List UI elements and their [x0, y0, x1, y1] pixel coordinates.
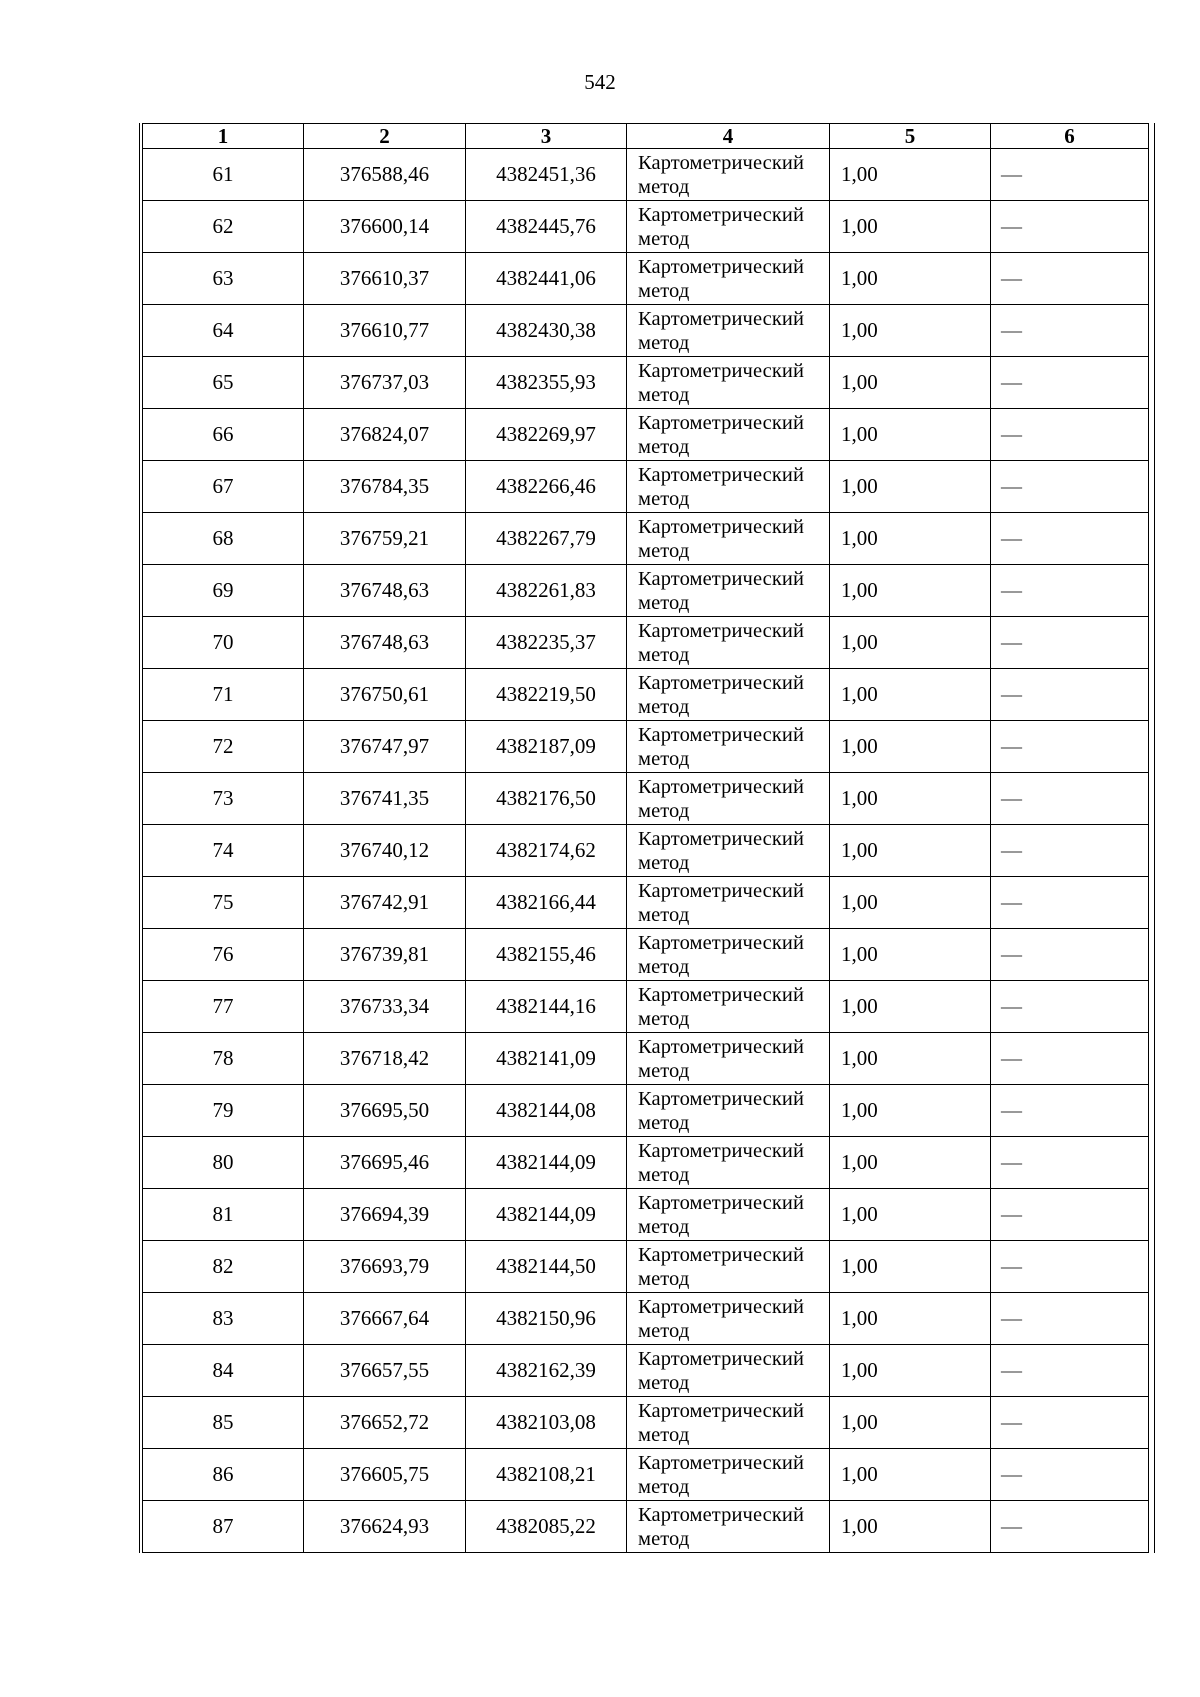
method-line-1: Картометрический: [638, 151, 805, 174]
x-coordinate-cell: 376750,61: [304, 669, 466, 721]
method-cell: [627, 1345, 830, 1397]
y-coordinate-cell: 4382155,46: [466, 929, 627, 981]
column-header: 3: [466, 124, 627, 149]
y-coordinate-cell: 4382144,16: [466, 981, 627, 1033]
description-cell: —: [991, 669, 1149, 721]
method-line-2: метод: [638, 1215, 690, 1238]
table-row: [143, 1137, 1149, 1189]
description-cell: —: [991, 1397, 1149, 1449]
x-coordinate-cell: 376759,21: [304, 513, 466, 565]
point-number-cell: 76: [143, 929, 304, 981]
accuracy-cell: 1,00: [830, 825, 991, 877]
accuracy-cell: 1,00: [830, 1033, 991, 1085]
point-number-cell: 78: [143, 1033, 304, 1085]
x-coordinate-cell: 376694,39: [304, 1189, 466, 1241]
accuracy-cell: 1,00: [830, 1345, 991, 1397]
point-number-cell: 64: [143, 305, 304, 357]
method-line-1: Картометрический: [638, 671, 805, 694]
accuracy-cell: 1,00: [830, 253, 991, 305]
method-line-1: Картометрический: [638, 1139, 805, 1162]
y-coordinate-cell: 4382166,44: [466, 877, 627, 929]
point-number-cell: 77: [143, 981, 304, 1033]
accuracy-cell: 1,00: [830, 461, 991, 513]
x-coordinate-cell: 376741,35: [304, 773, 466, 825]
x-coordinate-cell: 376610,77: [304, 305, 466, 357]
y-coordinate-cell: 4382269,97: [466, 409, 627, 461]
table-row: [143, 669, 1149, 721]
table-row: [143, 409, 1149, 461]
method-line-2: метод: [638, 1527, 690, 1550]
column-header: 4: [627, 124, 830, 149]
method-line-1: Картометрический: [638, 255, 805, 278]
y-coordinate-cell: 4382430,38: [466, 305, 627, 357]
accuracy-cell: 1,00: [830, 1137, 991, 1189]
method-cell: [627, 253, 830, 305]
description-cell: —: [991, 305, 1149, 357]
method-cell: [627, 305, 830, 357]
method-line-1: Картометрический: [638, 1295, 805, 1318]
method-cell: [627, 1241, 830, 1293]
point-number-cell: 62: [143, 201, 304, 253]
coordinates-table-frame: [139, 123, 1155, 1553]
description-cell: —: [991, 1085, 1149, 1137]
description-cell: —: [991, 981, 1149, 1033]
x-coordinate-cell: 376747,97: [304, 721, 466, 773]
method-line-2: метод: [638, 851, 690, 874]
column-header: 2: [304, 124, 466, 149]
x-coordinate-cell: 376748,63: [304, 565, 466, 617]
point-number-cell: 82: [143, 1241, 304, 1293]
method-line-2: метод: [638, 903, 690, 926]
accuracy-cell: 1,00: [830, 773, 991, 825]
point-number-cell: 81: [143, 1189, 304, 1241]
method-cell: [627, 1033, 830, 1085]
method-cell: [627, 513, 830, 565]
description-cell: —: [991, 201, 1149, 253]
method-line-2: метод: [638, 1475, 690, 1498]
point-number-cell: 75: [143, 877, 304, 929]
page-number: 542: [584, 70, 616, 94]
x-coordinate-cell: 376657,55: [304, 1345, 466, 1397]
y-coordinate-cell: 4382187,09: [466, 721, 627, 773]
method-line-2: метод: [638, 591, 690, 614]
accuracy-cell: 1,00: [830, 877, 991, 929]
y-coordinate-cell: 4382162,39: [466, 1345, 627, 1397]
y-coordinate-cell: 4382235,37: [466, 617, 627, 669]
x-coordinate-cell: 376695,46: [304, 1137, 466, 1189]
point-number-cell: 84: [143, 1345, 304, 1397]
table-row: [143, 1085, 1149, 1137]
y-coordinate-cell: 4382261,83: [466, 565, 627, 617]
table-row: [143, 617, 1149, 669]
table-row: [143, 1397, 1149, 1449]
x-coordinate-cell: 376695,50: [304, 1085, 466, 1137]
accuracy-cell: 1,00: [830, 305, 991, 357]
description-cell: —: [991, 513, 1149, 565]
point-number-cell: 70: [143, 617, 304, 669]
method-line-2: метод: [638, 383, 690, 406]
method-line-2: метод: [638, 487, 690, 510]
table-row: [143, 461, 1149, 513]
method-line-2: метод: [638, 331, 690, 354]
method-line-1: Картометрический: [638, 983, 805, 1006]
method-cell: [627, 201, 830, 253]
x-coordinate-cell: 376605,75: [304, 1449, 466, 1501]
method-cell: [627, 669, 830, 721]
method-line-1: Картометрический: [638, 307, 805, 330]
method-cell: [627, 149, 830, 201]
table-row: [143, 1449, 1149, 1501]
point-number-cell: 67: [143, 461, 304, 513]
method-line-1: Картометрический: [638, 619, 805, 642]
method-cell: [627, 1085, 830, 1137]
table-row: [143, 981, 1149, 1033]
accuracy-cell: 1,00: [830, 1501, 991, 1553]
method-line-1: Картометрический: [638, 515, 805, 538]
method-line-1: Картометрический: [638, 203, 805, 226]
method-line-1: Картометрический: [638, 1503, 805, 1526]
column-header: 1: [143, 124, 304, 149]
y-coordinate-cell: 4382451,36: [466, 149, 627, 201]
y-coordinate-cell: 4382219,50: [466, 669, 627, 721]
y-coordinate-cell: 4382144,09: [466, 1137, 627, 1189]
x-coordinate-cell: 376624,93: [304, 1501, 466, 1553]
description-cell: —: [991, 461, 1149, 513]
accuracy-cell: 1,00: [830, 929, 991, 981]
accuracy-cell: 1,00: [830, 1241, 991, 1293]
x-coordinate-cell: 376748,63: [304, 617, 466, 669]
description-cell: —: [991, 1449, 1149, 1501]
accuracy-cell: 1,00: [830, 1085, 991, 1137]
point-number-cell: 83: [143, 1293, 304, 1345]
y-coordinate-cell: 4382150,96: [466, 1293, 627, 1345]
method-cell: [627, 877, 830, 929]
method-cell: [627, 357, 830, 409]
table-row: [143, 1345, 1149, 1397]
y-coordinate-cell: 4382085,22: [466, 1501, 627, 1553]
table-row: [143, 825, 1149, 877]
method-line-2: метод: [638, 227, 690, 250]
point-number-cell: 86: [143, 1449, 304, 1501]
accuracy-cell: 1,00: [830, 201, 991, 253]
description-cell: —: [991, 1501, 1149, 1553]
table-row: [143, 1293, 1149, 1345]
table-row: [143, 305, 1149, 357]
point-number-cell: 66: [143, 409, 304, 461]
x-coordinate-cell: 376784,35: [304, 461, 466, 513]
table-row: [143, 253, 1149, 305]
method-line-2: метод: [638, 279, 690, 302]
method-line-2: метод: [638, 1371, 690, 1394]
header-row: [143, 124, 1149, 149]
method-line-1: Картометрический: [638, 1191, 805, 1214]
point-number-cell: 79: [143, 1085, 304, 1137]
accuracy-cell: 1,00: [830, 1397, 991, 1449]
table-row: [143, 773, 1149, 825]
accuracy-cell: 1,00: [830, 617, 991, 669]
x-coordinate-cell: 376742,91: [304, 877, 466, 929]
point-number-cell: 74: [143, 825, 304, 877]
method-cell: [627, 1189, 830, 1241]
method-line-2: метод: [638, 1007, 690, 1030]
table-row: [143, 357, 1149, 409]
table-row: [143, 1033, 1149, 1085]
method-line-2: метод: [638, 643, 690, 666]
description-cell: —: [991, 1345, 1149, 1397]
x-coordinate-cell: 376667,64: [304, 1293, 466, 1345]
table-row: [143, 149, 1149, 201]
method-cell: [627, 1397, 830, 1449]
table-row: [143, 1501, 1149, 1553]
method-line-2: метод: [638, 1111, 690, 1134]
method-cell: [627, 929, 830, 981]
method-line-1: Картометрический: [638, 567, 805, 590]
description-cell: —: [991, 721, 1149, 773]
x-coordinate-cell: 376600,14: [304, 201, 466, 253]
method-cell: [627, 565, 830, 617]
y-coordinate-cell: 4382266,46: [466, 461, 627, 513]
x-coordinate-cell: 376737,03: [304, 357, 466, 409]
method-cell: [627, 1293, 830, 1345]
table-row: [143, 1241, 1149, 1293]
method-line-1: Картометрический: [638, 1087, 805, 1110]
x-coordinate-cell: 376610,37: [304, 253, 466, 305]
y-coordinate-cell: 4382144,50: [466, 1241, 627, 1293]
method-cell: [627, 981, 830, 1033]
method-cell: [627, 1449, 830, 1501]
x-coordinate-cell: 376718,42: [304, 1033, 466, 1085]
table-row: [143, 565, 1149, 617]
table-row: [143, 513, 1149, 565]
description-cell: —: [991, 1033, 1149, 1085]
method-line-1: Картометрический: [638, 359, 805, 382]
accuracy-cell: 1,00: [830, 721, 991, 773]
column-header: 5: [830, 124, 991, 149]
method-line-2: метод: [638, 539, 690, 562]
description-cell: —: [991, 1189, 1149, 1241]
point-number-cell: 68: [143, 513, 304, 565]
y-coordinate-cell: 4382144,09: [466, 1189, 627, 1241]
accuracy-cell: 1,00: [830, 669, 991, 721]
accuracy-cell: 1,00: [830, 357, 991, 409]
method-line-2: метод: [638, 1319, 690, 1342]
method-cell: [627, 1137, 830, 1189]
method-line-1: Картометрический: [638, 723, 805, 746]
description-cell: —: [991, 565, 1149, 617]
coordinates-table: [142, 123, 1149, 1553]
x-coordinate-cell: 376588,46: [304, 149, 466, 201]
method-line-2: метод: [638, 175, 690, 198]
description-cell: —: [991, 409, 1149, 461]
method-line-1: Картометрический: [638, 463, 805, 486]
method-line-1: Картометрический: [638, 775, 805, 798]
accuracy-cell: 1,00: [830, 513, 991, 565]
accuracy-cell: 1,00: [830, 1293, 991, 1345]
point-number-cell: 63: [143, 253, 304, 305]
method-line-1: Картометрический: [638, 1451, 805, 1474]
method-cell: [627, 409, 830, 461]
x-coordinate-cell: 376733,34: [304, 981, 466, 1033]
y-coordinate-cell: 4382144,08: [466, 1085, 627, 1137]
description-cell: —: [991, 617, 1149, 669]
method-line-2: метод: [638, 955, 690, 978]
description-cell: —: [991, 1241, 1149, 1293]
description-cell: —: [991, 877, 1149, 929]
table-row: [143, 721, 1149, 773]
column-header: 6: [991, 124, 1149, 149]
y-coordinate-cell: 4382355,93: [466, 357, 627, 409]
x-coordinate-cell: 376652,72: [304, 1397, 466, 1449]
point-number-cell: 80: [143, 1137, 304, 1189]
description-cell: —: [991, 929, 1149, 981]
point-number-cell: 73: [143, 773, 304, 825]
method-cell: [627, 825, 830, 877]
accuracy-cell: 1,00: [830, 149, 991, 201]
y-coordinate-cell: 4382176,50: [466, 773, 627, 825]
x-coordinate-cell: 376824,07: [304, 409, 466, 461]
description-cell: —: [991, 253, 1149, 305]
x-coordinate-cell: 376739,81: [304, 929, 466, 981]
description-cell: —: [991, 825, 1149, 877]
method-line-1: Картометрический: [638, 879, 805, 902]
accuracy-cell: 1,00: [830, 981, 991, 1033]
x-coordinate-cell: 376693,79: [304, 1241, 466, 1293]
method-line-1: Картометрический: [638, 1243, 805, 1266]
method-line-2: метод: [638, 695, 690, 718]
accuracy-cell: 1,00: [830, 1189, 991, 1241]
table-row: [143, 877, 1149, 929]
y-coordinate-cell: 4382141,09: [466, 1033, 627, 1085]
point-number-cell: 65: [143, 357, 304, 409]
description-cell: —: [991, 357, 1149, 409]
method-line-2: метод: [638, 1423, 690, 1446]
point-number-cell: 71: [143, 669, 304, 721]
method-line-2: метод: [638, 1059, 690, 1082]
point-number-cell: 85: [143, 1397, 304, 1449]
y-coordinate-cell: 4382441,06: [466, 253, 627, 305]
x-coordinate-cell: 376740,12: [304, 825, 466, 877]
y-coordinate-cell: 4382445,76: [466, 201, 627, 253]
method-line-1: Картометрический: [638, 1347, 805, 1370]
point-number-cell: 61: [143, 149, 304, 201]
method-line-1: Картометрический: [638, 1399, 805, 1422]
point-number-cell: 69: [143, 565, 304, 617]
method-cell: [627, 461, 830, 513]
method-line-2: метод: [638, 435, 690, 458]
y-coordinate-cell: 4382174,62: [466, 825, 627, 877]
method-line-2: метод: [638, 799, 690, 822]
method-line-1: Картометрический: [638, 1035, 805, 1058]
table-row: [143, 201, 1149, 253]
table-row: [143, 1189, 1149, 1241]
method-cell: [627, 773, 830, 825]
table-row: [143, 929, 1149, 981]
description-cell: —: [991, 1293, 1149, 1345]
method-cell: [627, 617, 830, 669]
method-line-1: Картометрический: [638, 931, 805, 954]
description-cell: —: [991, 773, 1149, 825]
method-cell: [627, 721, 830, 773]
method-line-1: Картометрический: [638, 827, 805, 850]
y-coordinate-cell: 4382103,08: [466, 1397, 627, 1449]
accuracy-cell: 1,00: [830, 409, 991, 461]
y-coordinate-cell: 4382108,21: [466, 1449, 627, 1501]
description-cell: —: [991, 149, 1149, 201]
method-line-2: метод: [638, 1267, 690, 1290]
point-number-cell: 87: [143, 1501, 304, 1553]
y-coordinate-cell: 4382267,79: [466, 513, 627, 565]
method-line-2: метод: [638, 1163, 690, 1186]
point-number-cell: 72: [143, 721, 304, 773]
accuracy-cell: 1,00: [830, 565, 991, 617]
method-line-1: Картометрический: [638, 411, 805, 434]
description-cell: —: [991, 1137, 1149, 1189]
accuracy-cell: 1,00: [830, 1449, 991, 1501]
method-cell: [627, 1501, 830, 1553]
method-line-2: метод: [638, 747, 690, 770]
